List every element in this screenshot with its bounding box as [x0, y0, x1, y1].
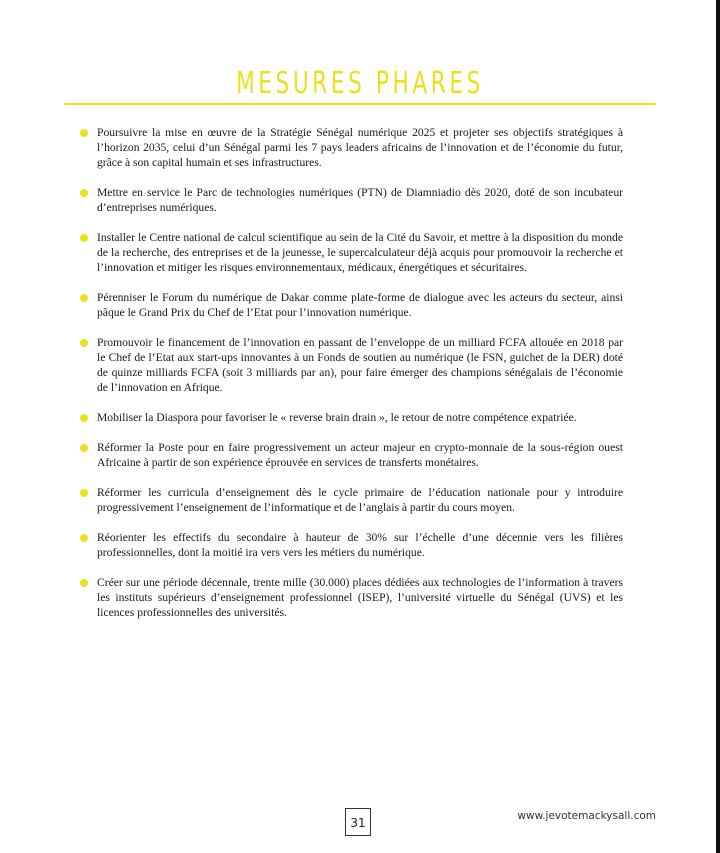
- measure-text: Mettre en service le Parc de technologies numériques (PTN) de Diamniadio dès 2020, doté de son incubateur d’entreprises numériques.: [97, 186, 623, 214]
- measure-item: [80, 335, 623, 395]
- page-title: MESURES PHARES: [236, 66, 484, 101]
- website-url: www.jevotemackysall.com: [517, 810, 656, 822]
- measure-text: Pérenniser le Forum du numérique de Dakar comme plate-forme de dialogue avec les acteurs du secteur, ainsi pâque le Grand Prix du Chef de l’Etat pour l’innovation numérique.: [97, 291, 623, 319]
- page-number: 31: [345, 808, 371, 836]
- bullet-icon: [80, 234, 88, 242]
- measure-item: [80, 485, 623, 515]
- measure-text: Réorienter les effectifs du secondaire à hauteur de 30% sur l’échelle d’une décennie vers les filières professionnelles, dont la moitié ira vers vers les métiers du numérique.: [97, 531, 623, 559]
- measure-text: Poursuivre la mise en œuvre de la Stratégie Sénégal numérique 2025 et projeter ses objectifs stratégiques à l’horizon 2035, celui d’un Sénégal parmi les 7 pays leaders africains de l’innovation et de l’économie du futur, grâce à son capital humain et ses infrastructures.: [97, 126, 623, 169]
- measure-text: Réformer les curricula d’enseignement dès le cycle primaire de l’éducation nationale pour y introduire progressivement l’enseignement de l’informatique et de l’anglais à partir du cours moyen.: [97, 486, 623, 514]
- measure-text: Mobiliser la Diaspora pour favoriser le « reverse brain drain », le retour de notre compétence expatriée.: [97, 411, 577, 424]
- measure-text: Réformer la Poste pour en faire progressivement un acteur majeur en crypto-monnaie de la sous-région ouest Africaine à partir de son expérience éprouvée en services de transferts monétaires.: [97, 441, 623, 469]
- measure-item: [80, 125, 623, 170]
- measure-text: Installer le Centre national de calcul scientifique au sein de la Cité du Savoir, et mettre à la disposition du monde de la recherche, des entreprises et de la jeunesse, le supercalculateur déjà acquis pour promouvoir la recherche et l’innovation et mitiger les risques environnementaux, médicaux, énergétiques et sécuritaires.: [97, 231, 623, 274]
- bullet-icon: [80, 129, 88, 137]
- measure-item: [80, 410, 623, 425]
- bullet-icon: [80, 444, 88, 452]
- bullet-icon: [80, 294, 88, 302]
- bullet-icon: [80, 414, 88, 422]
- bullet-icon: [80, 339, 88, 347]
- measure-item: [80, 575, 623, 620]
- measures-list: [80, 125, 623, 635]
- measure-text: Créer sur une période décennale, trente mille (30.000) places dédiées aux technologies de l’information à travers les instituts supérieurs d’enseignement professionnel (ISEP), l’université virtuelle du Sénégal (UVS) et les licences professionnelles des universités.: [97, 576, 623, 619]
- measure-item: [80, 230, 623, 275]
- bullet-icon: [80, 534, 88, 542]
- title-underline: [64, 103, 656, 105]
- measure-text: Promouvoir le financement de l’innovation en passant de l’enveloppe de un milliard FCFA allouée en 2018 par le Chef de l’Etat aux start-ups innovantes à un Fonds de soutien au numérique (le FSN, guichet de la DER) doté de quinze milliards FCFA (soit 3 milliards par an), pour faire émerger des champions sénégalais de l’économie de l’innovation en Afrique.: [97, 336, 623, 394]
- measure-item: [80, 440, 623, 470]
- measure-item: [80, 530, 623, 560]
- bullet-icon: [80, 579, 88, 587]
- bullet-icon: [80, 189, 88, 197]
- page-edge-bar: [716, 0, 720, 853]
- bullet-icon: [80, 489, 88, 497]
- measure-item: [80, 185, 623, 215]
- measure-item: [80, 290, 623, 320]
